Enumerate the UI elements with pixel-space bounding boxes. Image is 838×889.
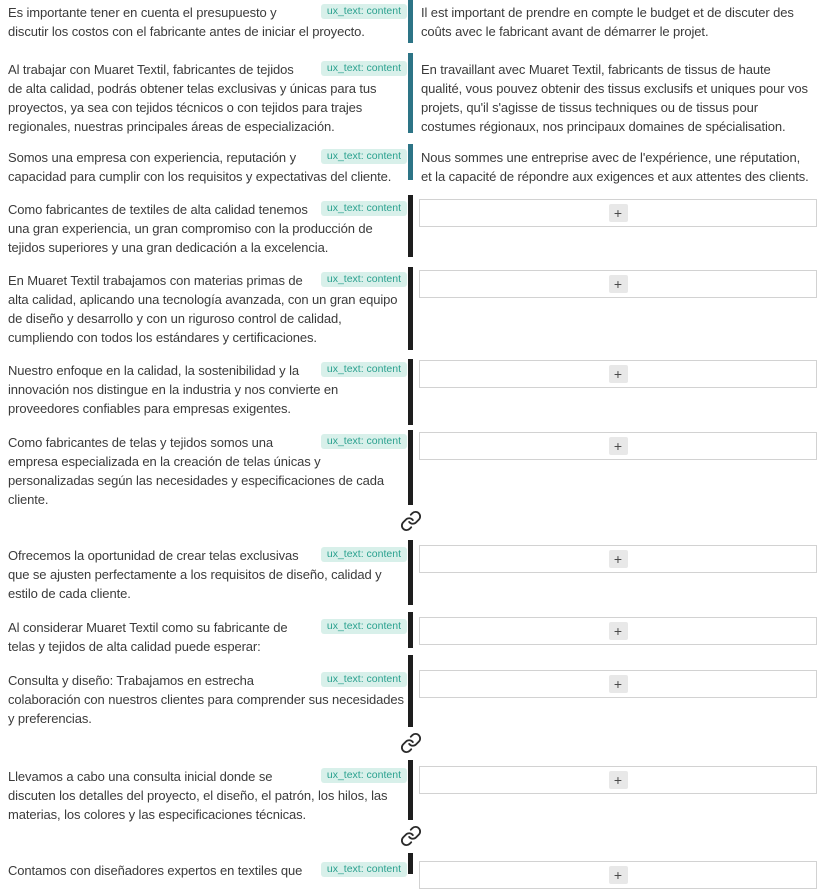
segment-status-bar — [408, 53, 413, 133]
ux-text-badge: ux_text: content — [321, 4, 407, 19]
empty-target-box — [419, 432, 817, 460]
source-text: Somos una empresa con experiencia, reputación y capacidad para cumplir con los requisitos y expectativas del cliente. — [8, 150, 392, 184]
target-segment[interactable] — [421, 60, 809, 136]
ux-text-badge: ux_text: content — [321, 61, 407, 76]
source-text: Como fabricantes de textiles de alta calidad tenemos una gran experiencia, un gran compromiso con la producción de tejidos superiores y una gran dedicación a la excelencia. — [8, 202, 373, 255]
empty-target-box — [419, 360, 817, 388]
segment-status-bar — [408, 760, 413, 820]
source-text: Es importante tener en cuenta el presupuesto y discutir los costos con el fabricante antes de iniciar el proyecto. — [8, 5, 365, 39]
target-text: Il est important de prendre en compte le budget et de discuter des coûts avec le fabricant avant de démarrer le projet. — [421, 5, 794, 39]
source-text: Ofrecemos la oportunidad de crear telas exclusivas que se ajusten perfectamente a los requisitos de diseño, calidad y estilo de cada cliente. — [8, 548, 382, 601]
add-translation-button[interactable] — [609, 622, 628, 640]
source-segment[interactable] — [8, 148, 407, 186]
plus-icon: + — [613, 771, 623, 788]
source-text: Contamos con diseñadores expertos en textiles que — [8, 863, 303, 878]
ux-text-badge: ux_text: content — [321, 862, 407, 877]
ux-text-badge: ux_text: content — [321, 149, 407, 164]
ux-text-badge: ux_text: content — [321, 619, 407, 634]
plus-icon: + — [613, 365, 623, 382]
segment-status-bar — [408, 0, 413, 43]
source-segment[interactable] — [8, 618, 407, 656]
ux-text-badge: ux_text: content — [321, 272, 407, 287]
target-text: En travaillant avec Muaret Textil, fabricants de tissus de haute qualité, vous pouvez obtenir des tissus exclusifs et uniques pour vos projets, qu'il s'agisse de tissus techniques ou de tissus pour costumes régionaux, nos principaux domaines de spécialisation. — [421, 62, 808, 134]
link-icon — [400, 732, 422, 754]
segment-status-bar — [408, 430, 413, 505]
source-text: Al considerar Muaret Textil como su fabricante de telas y tejidos de alta calidad puede esperar: — [8, 620, 288, 654]
source-segment[interactable] — [8, 361, 407, 418]
link-segments-button[interactable] — [398, 822, 424, 850]
plus-icon: + — [613, 622, 623, 639]
plus-icon: + — [613, 204, 623, 221]
ux-text-badge: ux_text: content — [321, 434, 407, 449]
ux-text-badge: ux_text: content — [321, 547, 407, 562]
source-text: Llevamos a cabo una consulta inicial donde se discuten los detalles del proyecto, el diseño, el patrón, los hilos, las materias, los colores y las especificaciones técnicas. — [8, 769, 388, 822]
source-segment[interactable] — [8, 671, 407, 728]
target-segment[interactable] — [421, 3, 809, 41]
plus-icon: + — [613, 550, 623, 567]
add-translation-button[interactable] — [609, 365, 628, 383]
link-segments-button[interactable] — [398, 729, 424, 757]
source-segment[interactable] — [8, 861, 407, 880]
source-segment[interactable] — [8, 60, 407, 136]
plus-icon: + — [613, 866, 623, 883]
plus-icon: + — [613, 275, 623, 292]
source-text: Nuestro enfoque en la calidad, la sostenibilidad y la innovación nos distingue en la industria y nos convierte en proveedores confiables para empresas exigentes. — [8, 363, 339, 416]
segment-status-bar — [408, 612, 413, 648]
ux-text-badge: ux_text: content — [321, 672, 407, 687]
link-icon — [400, 510, 422, 532]
empty-target-box — [419, 270, 817, 298]
add-translation-button[interactable] — [609, 675, 628, 693]
empty-target-box — [419, 617, 817, 645]
segment-status-bar — [408, 144, 413, 180]
plus-icon: + — [613, 437, 623, 454]
empty-target-box — [419, 670, 817, 698]
segment-status-bar — [408, 655, 413, 727]
source-text: Consulta y diseño: Trabajamos en estrecha colaboración con nuestros clientes para comprender sus necesidades y preferencias. — [8, 673, 404, 726]
source-segment[interactable] — [8, 433, 407, 509]
link-icon — [400, 825, 422, 847]
add-translation-button[interactable] — [609, 437, 628, 455]
target-text: Nous sommes une entreprise avec de l'expérience, une réputation, et la capacité de répondre aux exigences et aux attentes des clients. — [421, 150, 809, 184]
segment-status-bar — [408, 540, 413, 605]
empty-target-box — [419, 766, 817, 794]
source-segment[interactable] — [8, 767, 407, 824]
source-text: Como fabricantes de telas y tejidos somos una empresa especializada en la creación de telas únicas y personalizadas según las necesidades y especificaciones de cada cliente. — [8, 435, 385, 507]
add-translation-button[interactable] — [609, 275, 628, 293]
source-segment[interactable] — [8, 200, 407, 257]
segment-status-bar — [408, 359, 413, 425]
source-segment[interactable] — [8, 271, 407, 347]
target-segment[interactable] — [421, 148, 809, 186]
segment-status-bar — [408, 267, 413, 350]
plus-icon: + — [613, 675, 623, 692]
ux-text-badge: ux_text: content — [321, 768, 407, 783]
segment-status-bar — [408, 195, 413, 257]
empty-target-box — [419, 199, 817, 227]
empty-target-box — [419, 545, 817, 573]
add-translation-button[interactable] — [609, 866, 628, 884]
empty-target-box — [419, 861, 817, 889]
add-translation-button[interactable] — [609, 550, 628, 568]
source-text: En Muaret Textil trabajamos con materias primas de alta calidad, aplicando una tecnología avanzada, con un gran equipo de diseño y desarrollo y con un riguroso control de calidad, cumpliendo con todos los estándares y certificaciones. — [8, 273, 398, 345]
ux-text-badge: ux_text: content — [321, 201, 407, 216]
segment-status-bar — [408, 853, 413, 874]
add-translation-button[interactable] — [609, 771, 628, 789]
source-segment[interactable] — [8, 546, 407, 603]
source-segment[interactable] — [8, 3, 407, 41]
add-translation-button[interactable] — [609, 204, 628, 222]
ux-text-badge: ux_text: content — [321, 362, 407, 377]
source-text: Al trabajar con Muaret Textil, fabricantes de tejidos de alta calidad, podrás obtener telas exclusivas y únicas para tus proyectos, ya sea con tejidos técnicos o con tejidos para trajes regionales, nuestras principales áreas de especialización. — [8, 62, 377, 134]
link-segments-button[interactable] — [398, 507, 424, 535]
